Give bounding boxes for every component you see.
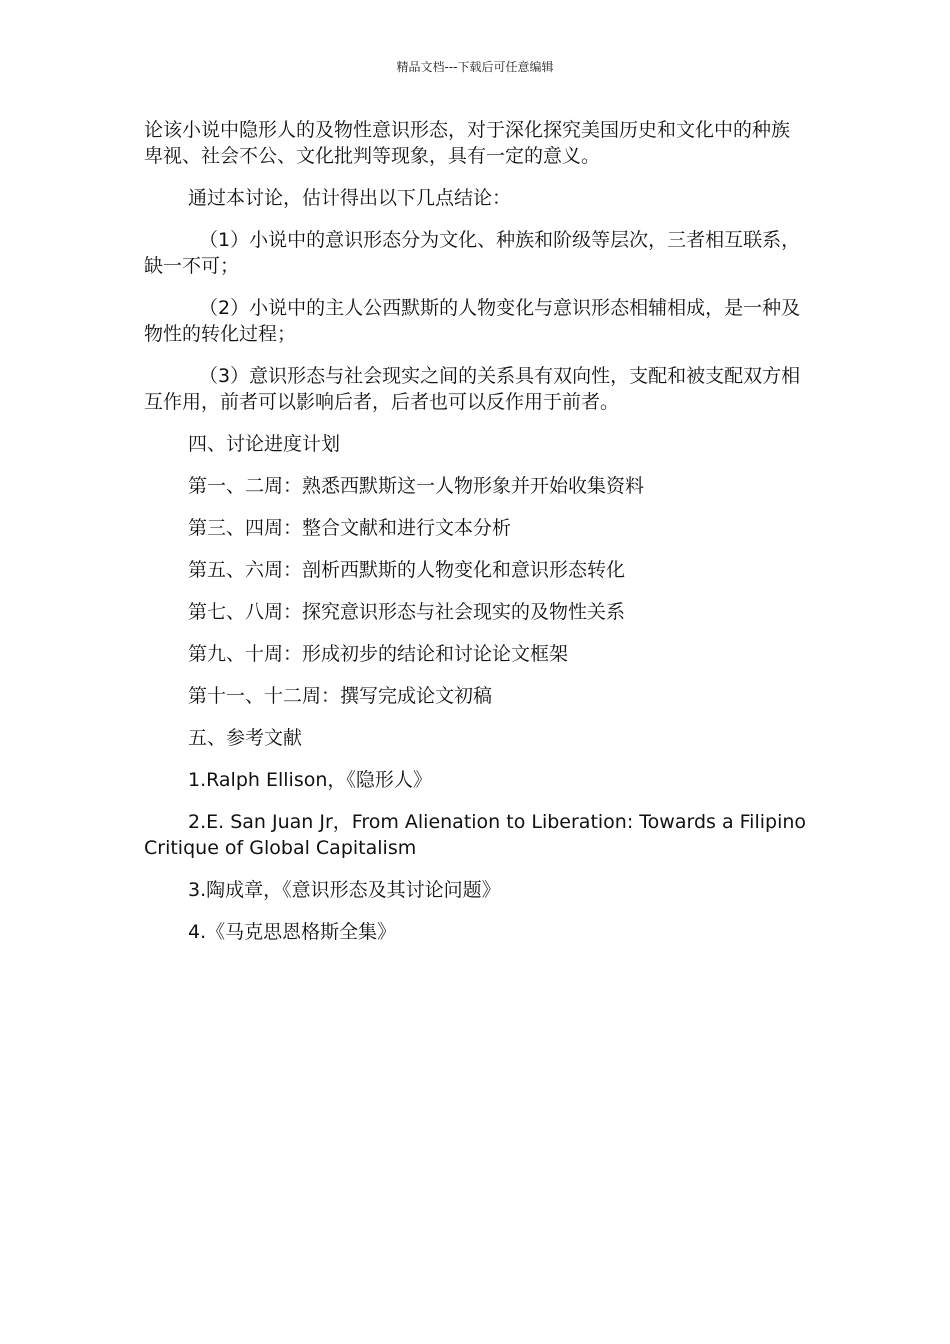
page-header: 精品文档---下载后可任意编辑 bbox=[396, 60, 554, 74]
reference-item: 1.Ralph Ellison，《隐形人》 bbox=[188, 769, 432, 791]
references-heading: 五、参考文献 bbox=[188, 727, 303, 749]
schedule-item: 第五、六周：剖析西默斯的人物变化和意识形态转化 bbox=[188, 559, 626, 581]
reference-item: 3.陶成章，《意识形态及其讨论问题》 bbox=[188, 879, 501, 901]
conclusion-item-1: （1）小说中的意识形态分为文化、种族和阶级等层次，三者相互联系，缺一不可； bbox=[144, 229, 801, 277]
schedule-item: 第三、四周：整合文献和进行文本分析 bbox=[188, 517, 512, 539]
schedule-item: 第十一、十二周：撰写完成论文初稿 bbox=[188, 685, 493, 707]
document-body bbox=[144, 117, 808, 961]
schedule-item: 第一、二周：熟悉西默斯这一人物形象并开始收集资料 bbox=[188, 475, 645, 497]
conclusion-item-2: （2）小说中的主人公西默斯的人物变化与意识形态相辅相成，是一种及物性的转化过程； bbox=[144, 297, 801, 345]
conclusion-item-3: （3）意识形态与社会现实之间的关系具有双向性，支配和被支配双方相互作用，前者可以影响后者，后者也可以反作用于前者。 bbox=[144, 365, 801, 413]
conclusion-lead: 通过本讨论，估计得出以下几点结论： bbox=[188, 187, 512, 209]
schedule-heading: 四、讨论进度计划 bbox=[188, 433, 341, 455]
schedule-item: 第九、十周：形成初步的结论和讨论论文框架 bbox=[188, 643, 569, 665]
reference-item: 2.E. San Juan Jr，From Alienation to Liberation: Towards a Filipino Critique of Global Capitalism bbox=[144, 811, 807, 859]
schedule-item: 第七、八周：探究意识形态与社会现实的及物性关系 bbox=[188, 601, 626, 623]
reference-item: 4.《马克思恩格斯全集》 bbox=[188, 921, 397, 943]
intro-paragraph: 论该小说中隐形人的及物性意识形态，对于深化探究美国历史和文化中的种族卑视、社会不公、文化批判等现象，具有一定的意义。 bbox=[144, 119, 791, 167]
